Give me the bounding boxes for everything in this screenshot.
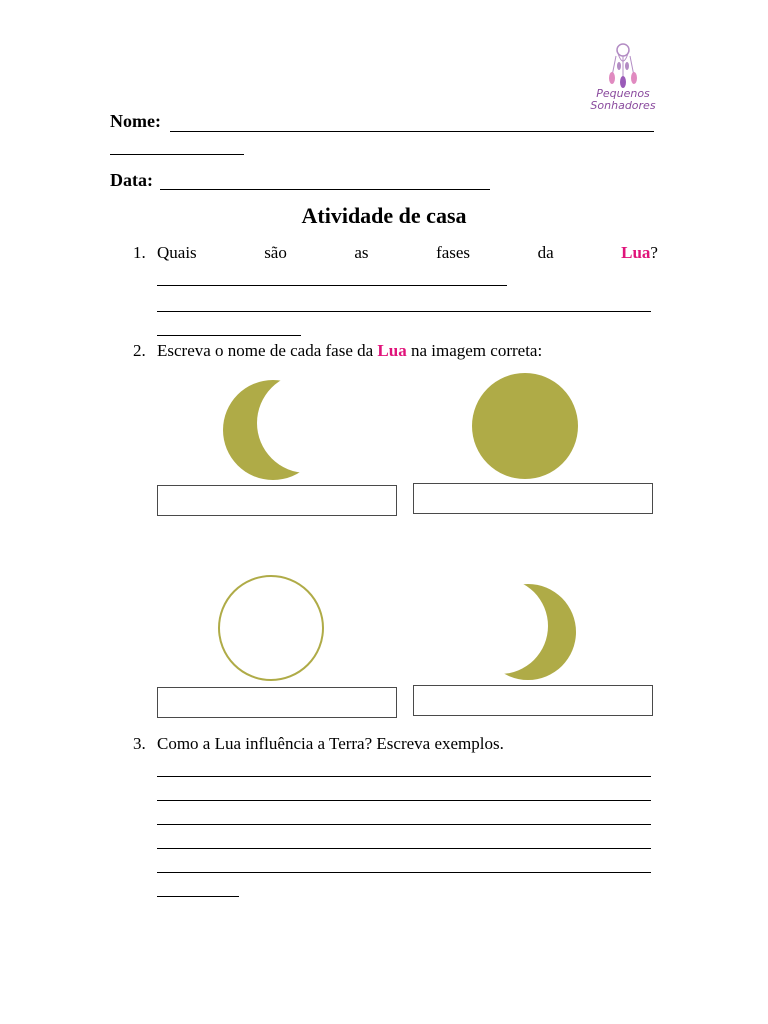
- waning-crescent-icon: [215, 378, 365, 483]
- q1-question-mark: ?: [650, 243, 658, 262]
- lua-highlight: Lua: [621, 243, 651, 262]
- new-moon-icon: [215, 575, 329, 681]
- answer-line[interactable]: [157, 848, 651, 849]
- q1-word: fases: [436, 243, 471, 262]
- question-2-text: Escreva o nome de cada fase da Lua na imagem correta:: [157, 341, 543, 360]
- logo-line-2: Sonhadores: [590, 99, 656, 112]
- question-3-text: Como a Lua influência a Terra? Escreva exemplos.: [157, 734, 504, 753]
- page-title: Atividade de casa: [301, 203, 467, 228]
- question-3-number: 3.: [133, 734, 146, 753]
- logo-line-1: Pequenos: [596, 87, 650, 100]
- answer-box-phase-4[interactable]: [413, 685, 653, 716]
- question-1-text: [157, 243, 658, 263]
- answer-line[interactable]: [157, 311, 651, 312]
- full-moon-icon: [470, 373, 582, 481]
- date-field-line[interactable]: [160, 189, 490, 190]
- answer-line[interactable]: [157, 824, 651, 825]
- dreamcatcher-icon: [578, 40, 668, 88]
- answer-box-phase-3[interactable]: [157, 687, 397, 718]
- q1-word: são: [264, 243, 287, 262]
- name-field-line[interactable]: [170, 131, 654, 132]
- answer-line[interactable]: [157, 896, 239, 897]
- answer-box-phase-2[interactable]: [413, 483, 653, 514]
- name-label: Nome:: [110, 111, 161, 131]
- logo: [578, 40, 668, 112]
- q1-word: as: [354, 243, 369, 262]
- name-field-line-continued[interactable]: [110, 154, 244, 155]
- q1-word: da: [537, 243, 554, 262]
- answer-box-phase-1[interactable]: [157, 485, 397, 516]
- lua-highlight: Lua: [377, 341, 407, 360]
- waxing-crescent-icon: [478, 580, 583, 682]
- q1-word-lua: [621, 243, 658, 263]
- answer-line[interactable]: [157, 800, 651, 801]
- answer-line[interactable]: [157, 872, 651, 873]
- question-1-number: 1.: [133, 243, 146, 262]
- answer-line[interactable]: [157, 285, 507, 286]
- answer-line[interactable]: [157, 776, 651, 777]
- q1-word: Quais: [157, 243, 197, 262]
- date-label: Data:: [110, 170, 153, 190]
- question-2-number: 2.: [133, 341, 146, 360]
- answer-line[interactable]: [157, 335, 301, 336]
